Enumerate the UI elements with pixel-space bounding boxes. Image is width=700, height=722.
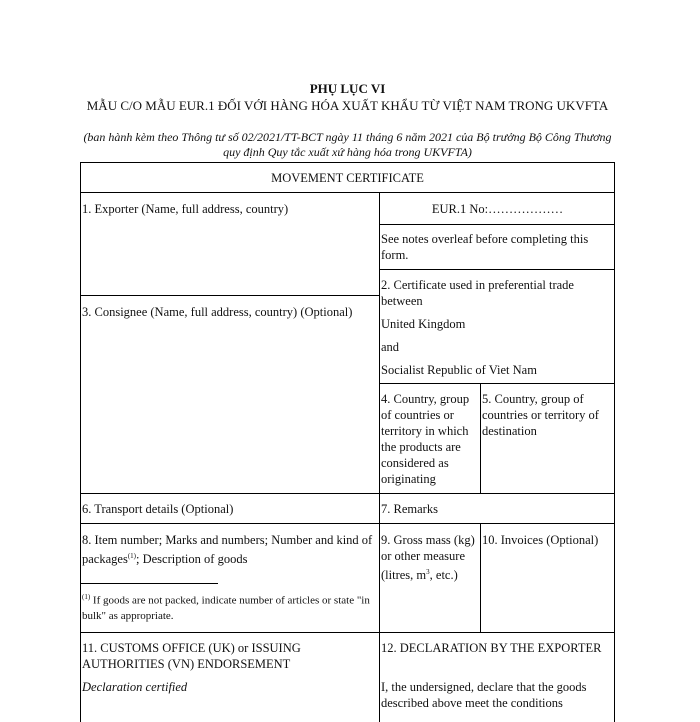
gross-mass-label: 9. Gross mass (kg) or other measure (litres, $m^3$, etc.)	[381, 533, 475, 583]
declaration-certified-label: Declaration certified	[82, 680, 188, 694]
form-heading: MOVEMENT CERTIFICATE	[271, 171, 424, 185]
exporter-label: 1. Exporter (Name, full address, country)	[82, 202, 289, 216]
party-and: and	[381, 340, 400, 354]
customs-endorsement-label: 11. CUSTOMS OFFICE (UK) or ISSUING AUTHORITIES (VN) ENDORSEMENT	[82, 641, 301, 671]
form-border-top	[80, 162, 615, 163]
eur-number-label: EUR.1 No:………………	[431, 202, 564, 216]
certificate-trade-label: 2. Certificate used in preferential trade between	[381, 278, 574, 308]
transport-details-label: 6. Transport details (Optional)	[82, 502, 234, 516]
rule-box67	[80, 523, 615, 524]
origin-country-label: 4. Country, group of countries or territory in which the products are considered as originating	[381, 392, 470, 486]
packaging-footnote: $^{(1)}$ If goods are not packed, indicate number of articles or state "in bulk" as appropriate.	[82, 593, 370, 622]
party-united-kingdom: United Kingdom	[381, 317, 466, 331]
form-border-left	[80, 162, 81, 722]
exporter-declaration-text: I, the undersigned, declare that the goods described above meet the conditions	[381, 680, 587, 710]
rule-box8	[80, 632, 615, 633]
appendix-subtitle: MẪU C/O MẪU EUR.1 ĐỐI VỚI HÀNG HÓA XUẤT KHẨU TỪ VIỆT NAM TRONG UKVFTA	[86, 98, 609, 113]
see-notes-text: See notes overleaf before completing this form.	[381, 232, 589, 262]
party-viet-nam: Socialist Republic of Viet Nam	[381, 363, 537, 377]
invoices-label: 10. Invoices (Optional)	[482, 533, 599, 547]
consignee-label: 3. Consignee (Name, full address, country) (Optional)	[82, 305, 353, 319]
rule-exporter	[80, 295, 379, 296]
appendix-note: (ban hành kèm theo Thông tư số 02/2021/TT-BCT ngày 11 tháng 6 năm 2021 của Bộ trưởng Bộ Công Thương quy định Quy tắc xuất xứ hàng hóa trong UKVFTA)	[83, 130, 612, 159]
rule-box45	[80, 493, 615, 494]
appendix-title: PHỤ LỤC VI	[309, 81, 386, 96]
rule-box2	[379, 383, 615, 384]
movement-certificate-form	[80, 162, 615, 722]
rule-heading	[80, 192, 615, 193]
form-border-right	[614, 162, 615, 722]
exporter-declaration-label: 12. DECLARATION BY THE EXPORTER	[381, 641, 602, 655]
remarks-label: 7. Remarks	[381, 502, 438, 516]
item-description-label: 8. Item number; Marks and numbers; Number and kind of packages$^{(1)}$; Description of goods	[82, 533, 373, 567]
rule-eur	[379, 224, 615, 225]
rule-notes	[379, 269, 615, 270]
footnote-separator	[80, 583, 218, 584]
destination-country-label: 5. Country, group of countries or territory of destination	[482, 392, 599, 438]
